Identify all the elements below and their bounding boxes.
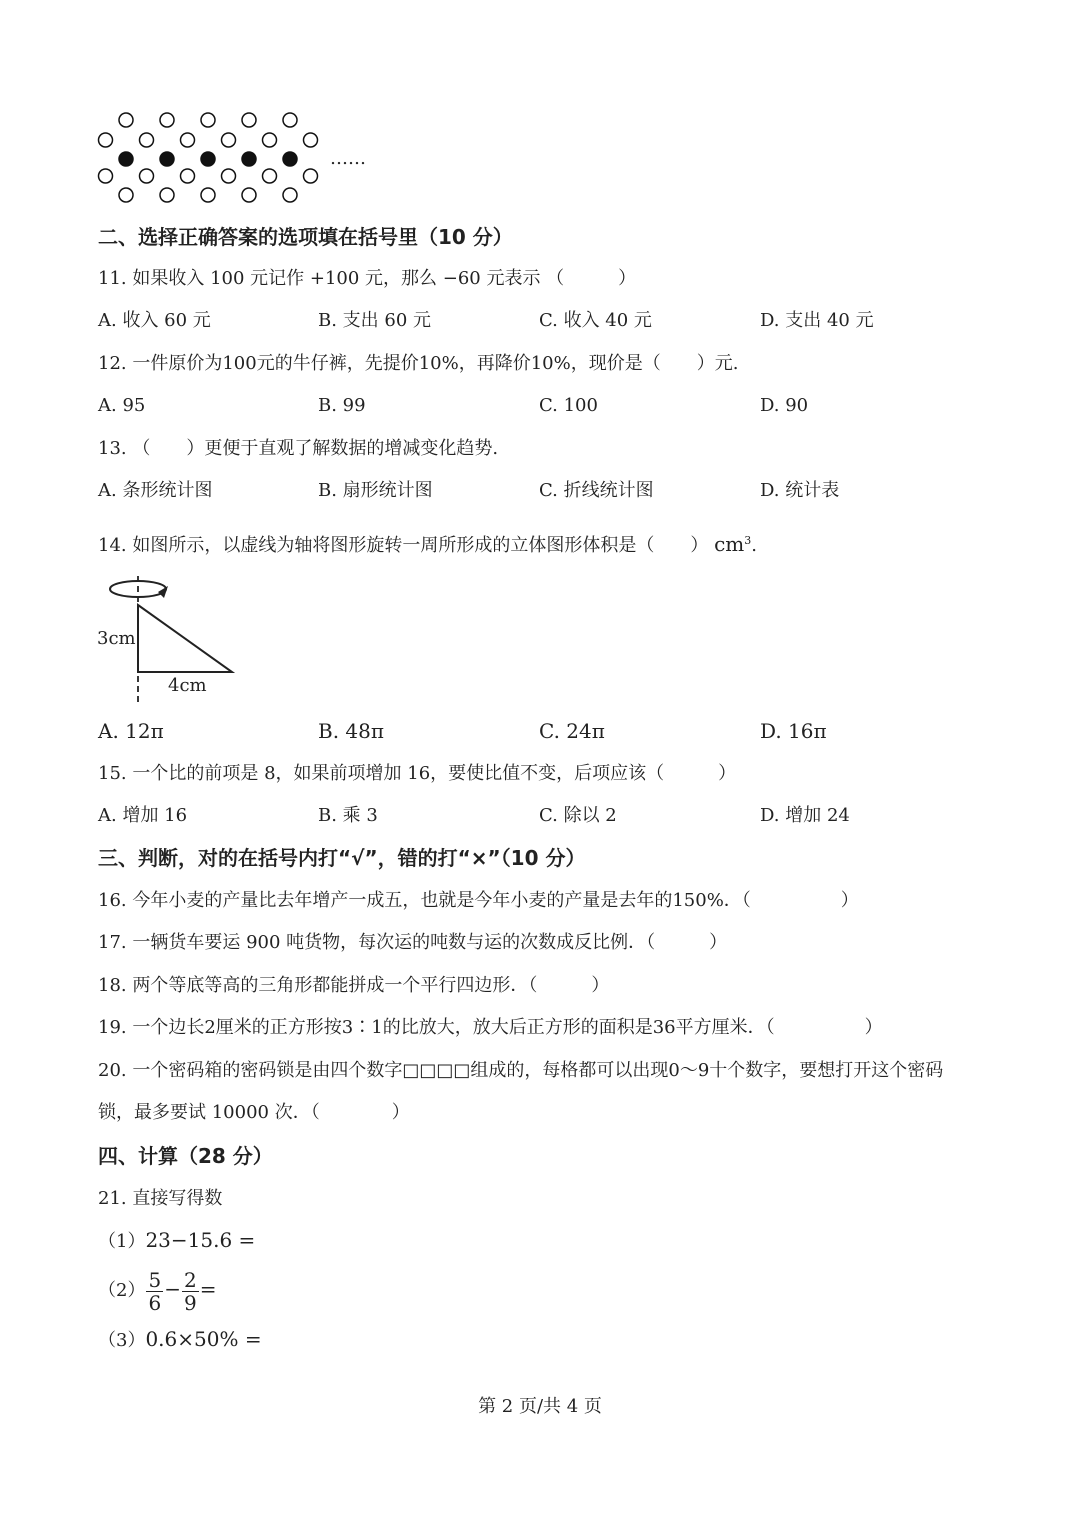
- q13-option-c: C. 折线统计图: [539, 480, 654, 501]
- calc-item-3-expr: 0.6×50% =: [145, 1327, 262, 1351]
- hollow-circle: [181, 133, 195, 147]
- calc-item-1: [98, 1228, 255, 1254]
- filled-circle: [242, 152, 256, 166]
- triangle-height-label: 3cm: [97, 628, 136, 649]
- filled-circle: [201, 152, 215, 166]
- q13-option-b: B. 扇形统计图: [318, 480, 433, 501]
- calc-item-1-expr: 23−15.6 =: [145, 1228, 256, 1252]
- hollow-circle: [201, 113, 215, 127]
- q12-text: 12. 一件原价为100元的牛仔裤，先提价10%，再降价10%，现价是（ ）元.: [98, 353, 739, 374]
- rotation-arrowhead-icon: [158, 586, 168, 598]
- q17-text: 17. 一辆货车要运 900 吨货物，每次运的吨数与运的次数成反比例．（ ）: [98, 932, 728, 953]
- fraction-1-numerator: 5: [148, 1267, 162, 1292]
- hollow-circle: [201, 188, 215, 202]
- q11-option-a: A. 收入 60 元: [98, 310, 211, 331]
- hollow-circle: [119, 113, 133, 127]
- q12-option-b: B. 99: [318, 395, 366, 416]
- q15-option-a: A. 增加 16: [98, 805, 188, 826]
- q19-text: 19. 一个边长2厘米的正方形按3∶1的比放大，放大后正方形的面积是36平方厘米．（ ）: [98, 1017, 883, 1038]
- calc-item-2: [98, 1265, 216, 1315]
- q14-unit: cm: [714, 532, 745, 556]
- hollow-circle: [222, 133, 236, 147]
- hollow-circle: [283, 113, 297, 127]
- calc-item-2-equals: =: [199, 1277, 217, 1301]
- calc-item-3: [98, 1327, 262, 1353]
- q15-option-b: B. 乘 3: [318, 805, 378, 826]
- q13-option-d: D. 统计表: [760, 480, 840, 501]
- hollow-circle: [222, 169, 236, 183]
- q12-option-c: C. 100: [539, 395, 598, 416]
- q11-option-c: C. 收入 40 元: [539, 310, 652, 331]
- hollow-circle: [283, 188, 297, 202]
- hollow-circle: [119, 188, 133, 202]
- q14-option-a: A. 12π: [98, 719, 164, 743]
- q12-option-d: D. 90: [760, 395, 809, 416]
- q20-text-line1: 20. 一个密码箱的密码锁是由四个数字□□□□组成的，每格都可以出现0～9十个数字，要想打开这个密码: [98, 1060, 944, 1081]
- dot-pattern-ellipsis: ……: [330, 148, 366, 169]
- q18-text: 18. 两个等底等高的三角形都能拼成一个平行四边形．（ ）: [98, 975, 610, 996]
- calc-item-3-label: （3）: [98, 1330, 146, 1351]
- hollow-circle: [160, 113, 174, 127]
- q14-option-d: D. 16π: [760, 719, 827, 743]
- q11-option-b: B. 支出 60 元: [318, 310, 432, 331]
- q16-text: 16. 今年小麦的产量比去年增产一成五，也就是今年小麦的产量是去年的150%．（ ）: [98, 890, 859, 911]
- q14-unit-exponent: 3: [744, 534, 752, 547]
- fraction-1-denominator: 6: [148, 1290, 162, 1315]
- q12-option-a: A. 95: [98, 395, 146, 416]
- section-3-title: 三、判断，对的在括号内打“√”，错的打“×”（10 分）: [98, 846, 586, 870]
- fraction-2-denominator: 9: [183, 1290, 197, 1315]
- q20-text-line2: 锁，最多要试 10000 次．（ ）: [98, 1102, 410, 1123]
- right-triangle: [138, 605, 232, 672]
- section-2-title: 二、选择正确答案的选项填在括号里（10 分）: [98, 225, 513, 249]
- q14-triangle-figure: [92, 572, 262, 707]
- triangle-base-label: 4cm: [168, 675, 207, 696]
- fraction-5-6: [146, 1269, 163, 1314]
- q14-text-line: [98, 529, 757, 558]
- fraction-2-numerator: 2: [183, 1267, 197, 1292]
- q14-option-c: C. 24π: [539, 719, 605, 743]
- hollow-circle: [263, 133, 277, 147]
- hollow-circle: [160, 188, 174, 202]
- q21-text: 21. 直接写得数: [98, 1188, 223, 1209]
- hollow-circle: [304, 169, 318, 183]
- page-footer: 第 2 页/共 4 页: [478, 1396, 602, 1417]
- calc-item-2-operator: −: [164, 1277, 181, 1301]
- section-4-title: 四、计算（28 分）: [98, 1144, 273, 1168]
- q14-unit-tail: .: [751, 535, 757, 556]
- hollow-circle: [99, 169, 113, 183]
- hollow-circle: [99, 133, 113, 147]
- q15-option-c: C. 除以 2: [539, 805, 617, 826]
- filled-circle: [283, 152, 297, 166]
- hollow-circle: [140, 169, 154, 183]
- hollow-circle: [263, 169, 277, 183]
- calc-item-2-label: （2）: [98, 1280, 146, 1301]
- hollow-circle: [242, 188, 256, 202]
- fraction-2-9: [182, 1269, 199, 1314]
- q13-option-a: A. 条形统计图: [98, 480, 213, 501]
- q13-text: 13. （ ）更便于直观了解数据的增减变化趋势.: [98, 438, 499, 459]
- q14-option-b: B. 48π: [318, 719, 385, 743]
- q15-option-d: D. 增加 24: [760, 805, 850, 826]
- dot-pattern-circles: [99, 113, 318, 202]
- q14-text: 14. 如图所示，以虚线为轴将图形旋转一周所形成的立体图形体积是（ ）: [98, 535, 709, 556]
- filled-circle: [160, 152, 174, 166]
- calc-item-1-label: （1）: [98, 1231, 146, 1252]
- hollow-circle: [304, 133, 318, 147]
- q15-text: 15. 一个比的前项是 8，如果前项增加 16，要使比值不变，后项应该（ ）: [98, 763, 737, 784]
- hollow-circle: [140, 133, 154, 147]
- hollow-circle: [181, 169, 195, 183]
- dot-pattern-figure: [90, 106, 390, 210]
- q11-option-d: D. 支出 40 元: [760, 310, 874, 331]
- hollow-circle: [242, 113, 256, 127]
- q11-text: 11. 如果收入 100 元记作 +100 元，那么 −60 元表示 （ ）: [98, 268, 637, 289]
- filled-circle: [119, 152, 133, 166]
